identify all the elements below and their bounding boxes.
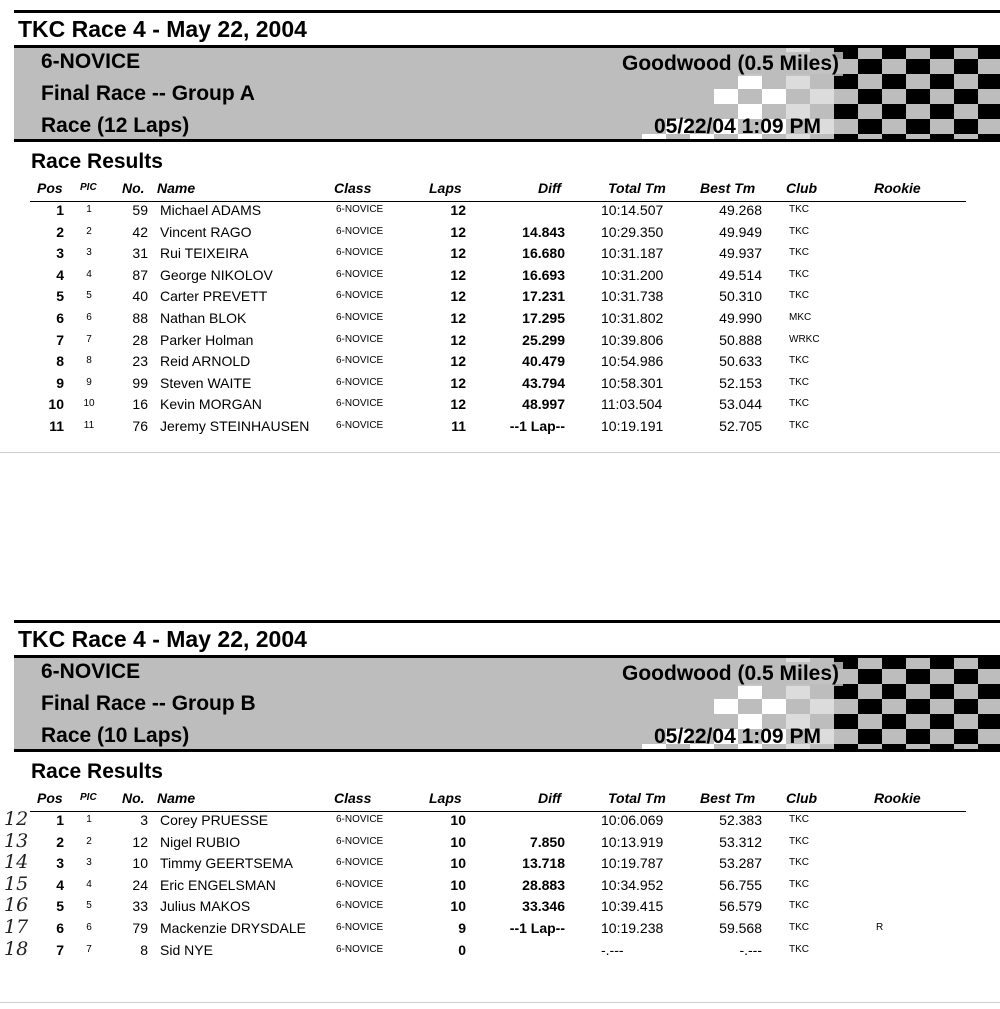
cell-best-time: 56.579 <box>719 898 762 915</box>
cell-pic: 5 <box>86 290 92 302</box>
cell-number: 31 <box>132 245 148 262</box>
cell-class: 6-NOVICE <box>336 900 384 912</box>
cell-laps: 10 <box>450 812 466 828</box>
banner-race-name: Final Race -- Group B <box>41 692 256 715</box>
cell-total-time: 10:14.507 <box>601 202 664 218</box>
cell-club: TKC <box>789 376 809 388</box>
cell-pos: 1 <box>56 202 64 218</box>
cell-pos: 9 <box>56 374 64 391</box>
cell-laps: 0 <box>458 941 466 958</box>
cell-class: 6-NOVICE <box>336 922 384 933</box>
cell-total-time: 10:13.919 <box>601 833 664 850</box>
cell-total-time: 10:19.787 <box>601 855 664 872</box>
cell-pos: 2 <box>56 223 64 240</box>
cell-pos: 10 <box>48 396 64 413</box>
cell-name: George NIKOLOV <box>160 266 273 283</box>
table-header <box>0 790 1000 812</box>
cell-best-time: 49.514 <box>719 266 762 283</box>
table-row <box>0 288 1000 310</box>
banner-race-type: Race (10 Laps) <box>41 724 190 747</box>
cell-pic: 5 <box>86 900 92 912</box>
cell-diff: 33.346 <box>522 898 565 915</box>
results-sheet-group-a <box>0 0 1000 452</box>
cell-club: WRKC <box>789 333 820 345</box>
cell-total-time: 11:03.504 <box>601 396 663 413</box>
cell-pic: 1 <box>86 814 92 825</box>
cell-club: TKC <box>789 922 809 933</box>
race-banner <box>14 48 1000 139</box>
table-row <box>0 808 1000 834</box>
cell-pic: 6 <box>86 922 92 933</box>
cell-club: TKC <box>789 943 809 955</box>
header-class: Class <box>334 180 372 196</box>
cell-number: 12 <box>132 833 148 850</box>
cell-best-time: 53.287 <box>719 855 762 872</box>
banner-track: Goodwood (0.5 Miles) <box>618 52 843 76</box>
cell-number: 16 <box>132 396 148 413</box>
cell-number: 10 <box>132 855 148 872</box>
cell-pos: 7 <box>56 941 64 958</box>
cell-pic: 9 <box>86 376 92 388</box>
banner-class: 6-NOVICE <box>41 50 141 73</box>
cell-name: Steven WAITE <box>160 374 252 391</box>
banner-track: Goodwood (0.5 Miles) <box>618 662 843 686</box>
cell-name: Sid NYE <box>160 941 213 958</box>
cell-class: 6-NOVICE <box>336 247 384 259</box>
cell-best-time: 50.310 <box>719 288 762 305</box>
table-row <box>0 245 1000 267</box>
cell-number: 42 <box>132 223 148 240</box>
cell-diff: 40.479 <box>522 353 565 370</box>
cell-class: 6-NOVICE <box>336 333 384 345</box>
cell-pos: 4 <box>56 876 64 893</box>
cell-pos: 4 <box>56 266 64 283</box>
cell-name: Corey PRUESSE <box>160 812 269 828</box>
cell-club: TKC <box>789 835 809 847</box>
cell-name: Kevin MORGAN <box>160 396 262 413</box>
cell-laps: 10 <box>450 855 466 872</box>
cell-name: Nigel RUBIO <box>160 833 241 850</box>
cell-name: Eric ENGELSMAN <box>160 876 276 893</box>
cell-number: 28 <box>132 331 148 348</box>
handwritten-position: 13 <box>4 829 29 852</box>
cell-total-time: 10:31.187 <box>601 245 664 262</box>
header-pos: Pos <box>37 180 63 196</box>
top-rule <box>14 10 1000 13</box>
cell-laps: 12 <box>450 266 466 283</box>
table-row <box>0 310 1000 332</box>
cell-best-time: 56.755 <box>719 876 762 893</box>
header-club: Club <box>786 180 818 196</box>
header-laps: Laps <box>429 180 462 196</box>
cell-total-time: 10:34.952 <box>601 876 664 893</box>
table-row <box>0 202 1000 224</box>
cell-total-time: 10:19.191 <box>601 418 664 434</box>
cell-club: MKC <box>789 312 812 323</box>
cell-total-time: 10:39.415 <box>601 898 664 915</box>
table-row <box>0 375 1000 397</box>
cell-club: TKC <box>789 247 809 259</box>
cell-name: Julius MAKOS <box>160 898 251 915</box>
cell-club: TKC <box>789 900 809 912</box>
cell-total-time: 10:29.350 <box>601 223 664 240</box>
header-name: Name <box>157 180 196 196</box>
cell-diff: 25.299 <box>522 331 565 348</box>
cell-class: 6-NOVICE <box>336 878 384 890</box>
cell-class: 6-NOVICE <box>336 835 384 847</box>
cell-pic: 6 <box>86 312 92 323</box>
table-row <box>0 332 1000 354</box>
table-row <box>0 224 1000 246</box>
cell-diff: --1 Lap-- <box>509 920 565 936</box>
cell-number: 88 <box>132 310 148 326</box>
cell-laps: 12 <box>450 202 466 218</box>
cell-pic: 3 <box>86 247 92 259</box>
header-best-time: Best Tm <box>700 790 756 806</box>
cell-club: TKC <box>789 355 809 367</box>
cell-name: Parker Holman <box>160 331 254 348</box>
cell-laps: 12 <box>450 245 466 262</box>
cell-total-time: 10:31.200 <box>601 266 664 283</box>
table-row <box>0 916 1000 942</box>
cell-number: 33 <box>132 898 148 915</box>
cell-number: 40 <box>132 288 148 305</box>
cell-diff: 13.718 <box>522 855 565 872</box>
cell-diff: 7.850 <box>529 833 565 850</box>
cell-diff: 48.997 <box>522 396 565 413</box>
cell-pic: 3 <box>86 857 92 869</box>
cell-laps: 12 <box>450 288 466 305</box>
header-no: No. <box>122 180 145 196</box>
cell-number: 3 <box>140 812 148 828</box>
cell-total-time: -.--- <box>601 941 624 958</box>
cell-best-time: 52.705 <box>719 418 762 434</box>
cell-laps: 10 <box>450 876 466 893</box>
cell-laps: 12 <box>450 223 466 240</box>
cell-club: TKC <box>789 398 809 410</box>
cell-best-time: 49.949 <box>719 223 762 240</box>
cell-diff: 16.680 <box>522 245 565 262</box>
table-row <box>0 396 1000 418</box>
cell-class: 6-NOVICE <box>336 290 384 302</box>
cell-diff: --1 Lap-- <box>509 418 565 434</box>
cell-total-time: 10:54.986 <box>601 353 664 370</box>
cell-class: 6-NOVICE <box>336 355 384 367</box>
cell-class: 6-NOVICE <box>336 857 384 869</box>
table-row <box>0 894 1000 920</box>
cell-club: TKC <box>789 878 809 890</box>
cell-club: TKC <box>789 225 809 237</box>
handwritten-position: 14 <box>4 851 29 874</box>
cell-pos: 3 <box>56 245 64 262</box>
header-best-time: Best Tm <box>700 180 756 196</box>
race-banner <box>14 658 1000 749</box>
cell-name: Carter PREVETT <box>160 288 268 305</box>
cell-best-time: 52.153 <box>719 374 762 391</box>
cell-pos: 1 <box>56 812 64 828</box>
cell-number: 8 <box>140 941 148 958</box>
cell-pic: 10 <box>83 398 95 410</box>
cell-name: Nathan BLOK <box>160 310 247 326</box>
cell-laps: 12 <box>450 374 466 391</box>
banner-datetime: 05/22/04 1:09 PM <box>654 115 821 138</box>
cell-best-time: -.--- <box>739 941 762 958</box>
cell-total-time: 10:31.738 <box>601 288 664 305</box>
cell-total-time: 10:19.238 <box>601 920 664 936</box>
cell-laps: 12 <box>450 310 466 326</box>
header-name: Name <box>157 790 196 806</box>
cell-pic: 2 <box>86 225 92 237</box>
top-rule <box>14 620 1000 623</box>
cell-name: Mackenzie DRYSDALE <box>160 920 307 936</box>
cell-diff: 16.693 <box>522 266 565 283</box>
cell-club: TKC <box>789 857 809 869</box>
banner-bottom-rule <box>14 139 1000 142</box>
cell-class: 6-NOVICE <box>336 420 384 431</box>
cell-class: 6-NOVICE <box>336 204 384 215</box>
cell-diff: 17.231 <box>522 288 565 305</box>
header-laps: Laps <box>429 790 462 806</box>
header-pic: PIC <box>80 792 97 803</box>
cell-pic: 2 <box>86 835 92 847</box>
cell-laps: 12 <box>450 353 466 370</box>
cell-number: 76 <box>132 418 148 434</box>
cell-total-time: 10:31.802 <box>601 310 664 326</box>
cell-name: Reid ARNOLD <box>160 353 251 370</box>
cell-pos: 6 <box>56 310 64 326</box>
page-separator <box>0 452 1000 453</box>
cell-club: TKC <box>789 290 809 302</box>
cell-best-time: 50.888 <box>719 331 762 348</box>
banner-bottom-rule <box>14 749 1000 752</box>
event-title: TKC Race 4 - May 22, 2004 <box>18 626 307 652</box>
cell-pos: 6 <box>56 920 64 936</box>
table-row <box>0 418 1000 440</box>
table-row <box>0 872 1000 899</box>
cell-club: TKC <box>789 204 809 215</box>
cell-best-time: 52.383 <box>719 812 762 828</box>
header-class: Class <box>334 790 372 806</box>
cell-pic: 7 <box>86 333 92 345</box>
cell-pos: 5 <box>56 288 64 305</box>
cell-laps: 10 <box>450 833 466 850</box>
cell-class: 6-NOVICE <box>336 398 384 410</box>
cell-class: 6-NOVICE <box>336 268 384 280</box>
cell-pos: 7 <box>56 331 64 348</box>
cell-best-time: 49.268 <box>719 202 762 218</box>
cell-number: 87 <box>132 266 148 283</box>
cell-best-time: 49.990 <box>719 310 762 326</box>
header-rookie: Rookie <box>874 790 921 806</box>
table-header <box>0 180 1000 202</box>
results-sheet-group-b <box>0 610 1000 1009</box>
handwritten-position: 15 <box>4 872 29 895</box>
cell-laps: 9 <box>458 920 466 936</box>
cell-number: 23 <box>132 353 148 370</box>
header-total-time: Total Tm <box>608 180 666 196</box>
cell-number: 79 <box>132 920 148 936</box>
cell-class: 6-NOVICE <box>336 943 384 955</box>
cell-best-time: 49.937 <box>719 245 762 262</box>
cell-club: TKC <box>789 268 809 280</box>
handwritten-position: 16 <box>4 894 29 917</box>
header-diff: Diff <box>538 790 562 806</box>
header-pic: PIC <box>80 182 97 193</box>
section-title: Race Results <box>31 150 163 173</box>
cell-class: 6-NOVICE <box>336 225 384 237</box>
header-diff: Diff <box>538 180 562 196</box>
table-row <box>0 851 1000 877</box>
cell-diff: 43.794 <box>522 374 565 391</box>
cell-diff: 17.295 <box>522 310 565 326</box>
cell-pos: 3 <box>56 855 64 872</box>
cell-pic: 7 <box>86 943 92 955</box>
cell-number: 24 <box>132 876 148 893</box>
cell-number: 99 <box>132 374 148 391</box>
banner-datetime: 05/22/04 1:09 PM <box>654 725 821 748</box>
event-title: TKC Race 4 - May 22, 2004 <box>18 16 307 42</box>
cell-total-time: 10:58.301 <box>601 374 664 391</box>
section-title: Race Results <box>31 760 163 783</box>
cell-pos: 5 <box>56 898 64 915</box>
cell-laps: 12 <box>450 396 466 413</box>
cell-laps: 12 <box>450 331 466 348</box>
cell-name: Rui TEIXEIRA <box>160 245 249 262</box>
cell-pic: 1 <box>86 204 92 215</box>
page-bottom-edge <box>0 1002 1000 1003</box>
handwritten-position: 18 <box>4 937 29 960</box>
cell-diff: 14.843 <box>522 223 565 240</box>
cell-total-time: 10:06.069 <box>601 812 664 828</box>
header-no: No. <box>122 790 145 806</box>
cell-pic: 8 <box>86 355 92 367</box>
header-total-time: Total Tm <box>608 790 666 806</box>
cell-pic: 4 <box>86 878 92 890</box>
cell-rookie: R <box>876 922 884 933</box>
banner-race-name: Final Race -- Group A <box>41 82 255 105</box>
cell-laps: 10 <box>450 898 466 915</box>
cell-total-time: 10:39.806 <box>601 331 664 348</box>
cell-name: Jeremy STEINHAUSEN <box>160 418 310 434</box>
table-row <box>0 353 1000 375</box>
banner-class: 6-NOVICE <box>41 660 141 683</box>
cell-diff: 28.883 <box>522 876 565 893</box>
banner-race-type: Race (12 Laps) <box>41 114 190 137</box>
cell-name: Michael ADAMS <box>160 202 262 218</box>
cell-name: Timmy GEERTSEMA <box>160 855 294 872</box>
cell-best-time: 53.044 <box>719 396 762 413</box>
cell-pic: 4 <box>86 268 92 280</box>
cell-laps: 11 <box>451 418 466 434</box>
handwritten-position: 12 <box>4 808 29 830</box>
cell-name: Vincent RAGO <box>160 223 252 240</box>
cell-class: 6-NOVICE <box>336 814 384 825</box>
header-rookie: Rookie <box>874 180 921 196</box>
cell-class: 6-NOVICE <box>336 312 384 323</box>
cell-class: 6-NOVICE <box>336 376 384 388</box>
table-row <box>0 937 1000 964</box>
cell-club: TKC <box>789 420 809 431</box>
header-club: Club <box>786 790 818 806</box>
table-row <box>0 267 1000 289</box>
cell-pos: 11 <box>49 418 64 434</box>
header-pos: Pos <box>37 790 63 806</box>
cell-club: TKC <box>789 814 809 825</box>
cell-pos: 8 <box>56 353 64 370</box>
cell-best-time: 53.312 <box>719 833 762 850</box>
cell-best-time: 50.633 <box>719 353 762 370</box>
cell-number: 59 <box>132 202 148 218</box>
cell-pic: 11 <box>83 420 95 431</box>
cell-best-time: 59.568 <box>719 920 762 936</box>
handwritten-position: 17 <box>4 916 29 938</box>
table-row <box>0 829 1000 856</box>
cell-pos: 2 <box>56 833 64 850</box>
